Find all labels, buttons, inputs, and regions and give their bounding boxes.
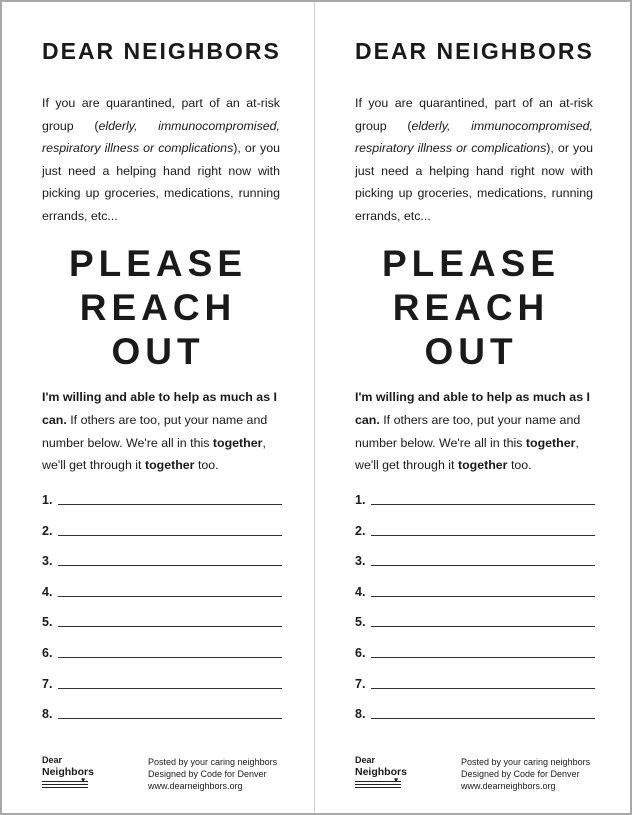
signup-entry — [355, 612, 595, 643]
signup-entry — [42, 704, 282, 735]
willing-bold-2: together — [457, 458, 508, 473]
entry-line — [58, 704, 282, 719]
intro-text-1: If you are quarantined, part of an at-risk group ( — [42, 96, 280, 133]
headline-line-1: PLEASE — [381, 243, 561, 284]
entry-number: 7. — [42, 676, 53, 691]
signup-entry — [355, 521, 595, 552]
entry-line — [58, 643, 282, 658]
willing-text-1: If others are too, put your name and number below. We're all in this — [42, 412, 268, 450]
willing-paragraph — [355, 386, 605, 477]
entry-number: 4. — [355, 584, 366, 599]
signup-entry — [42, 612, 282, 643]
entry-line — [371, 674, 595, 689]
entry-line — [371, 490, 595, 505]
entry-number: 1. — [42, 493, 53, 507]
credit-designed-by: Designed by Code for Denver — [148, 769, 267, 780]
entry-line — [371, 643, 595, 658]
entry-line — [58, 551, 282, 566]
panel-title: DEAR NEIGHBORS — [355, 38, 594, 64]
entry-number: 2. — [42, 523, 53, 538]
willing-bold-1: together — [525, 435, 576, 450]
intro-text-2: ), or you just need a helping hand right now with picking up groceries, medications, running errands, etc... — [42, 141, 280, 223]
entry-line — [58, 490, 282, 505]
headline-line-1: PLEASE — [68, 243, 248, 284]
entry-number: 2. — [355, 523, 366, 538]
willing-text-3: too. — [194, 458, 219, 473]
dear-neighbors-logo — [42, 754, 94, 790]
willing-lead: I'm willing and able to help as much as I can. — [355, 390, 590, 427]
signup-entry — [42, 521, 282, 552]
intro-paragraph — [42, 92, 280, 227]
intro-paragraph — [355, 92, 593, 227]
entry-line — [58, 674, 282, 689]
signup-entry — [355, 643, 595, 674]
signup-entry — [355, 704, 595, 735]
entry-line — [371, 582, 595, 597]
logo-word-dear: Dear — [42, 755, 63, 765]
headline-line-3: OUT — [111, 331, 205, 372]
intro-text-2: ), or you just need a helping hand right now with picking up groceries, medications, running errands, etc... — [355, 141, 593, 223]
entry-number: 8. — [42, 707, 53, 722]
credit-website: www.dearneighbors.org — [461, 781, 556, 792]
headline-line-3: OUT — [424, 331, 518, 372]
flyer-panel-right — [314, 2, 626, 813]
willing-paragraph — [42, 386, 292, 477]
entry-line — [58, 582, 282, 597]
headline — [2, 242, 314, 374]
dear-neighbors-logo — [355, 754, 407, 790]
entry-number: 6. — [355, 645, 366, 660]
entry-number: 5. — [42, 615, 53, 630]
willing-lead: I'm willing and able to help as much as I can. — [42, 390, 277, 427]
willing-bold-1: together — [212, 435, 263, 450]
headline-line-2: REACH — [392, 287, 550, 328]
footer-credits — [148, 756, 277, 793]
entry-line — [371, 521, 595, 536]
entry-number: 8. — [355, 707, 366, 722]
entry-number: 3. — [355, 554, 366, 569]
signup-entry — [42, 490, 282, 521]
logo-word-dear: Dear — [355, 755, 376, 765]
logo-word-neighbors: Neighbors — [42, 766, 94, 778]
credit-posted-by: Posted by your caring neighbors — [148, 757, 278, 767]
signup-entry — [355, 551, 595, 582]
entry-line — [58, 521, 282, 536]
signup-list — [42, 490, 282, 735]
entry-number: 6. — [42, 645, 53, 660]
willing-text-1: If others are too, put your name and number below. We're all in this — [355, 412, 581, 450]
signup-list — [355, 490, 595, 735]
intro-italic: elderly, immunocompromised, respiratory illness or complications — [355, 118, 593, 155]
footer-credits — [461, 756, 590, 793]
entry-line — [371, 704, 595, 719]
entry-line — [371, 551, 595, 566]
entry-line — [371, 612, 595, 627]
signup-entry — [355, 490, 595, 521]
entry-line — [58, 612, 282, 627]
entry-number: 5. — [355, 615, 366, 630]
credit-posted-by: Posted by your caring neighbors — [461, 757, 591, 767]
signup-entry — [42, 674, 282, 705]
heart-icon: ♥ — [81, 777, 86, 784]
signup-entry — [42, 643, 282, 674]
entry-number: 7. — [355, 676, 366, 691]
signup-entry — [355, 674, 595, 705]
signup-entry — [42, 582, 282, 613]
panel-title: DEAR NEIGHBORS — [42, 38, 281, 64]
intro-text-1: If you are quarantined, part of an at-risk group ( — [355, 96, 593, 133]
willing-text-2: , we'll get through it — [42, 435, 266, 473]
intro-italic: elderly, immunocompromised, respiratory illness or complications — [42, 118, 280, 155]
credit-website: www.dearneighbors.org — [148, 781, 243, 792]
heart-icon: ♥ — [394, 777, 399, 784]
willing-text-3: too. — [507, 458, 532, 473]
entry-number: 1. — [355, 493, 366, 507]
willing-bold-2: together — [144, 458, 195, 473]
headline-line-2: REACH — [79, 287, 237, 328]
signup-entry — [355, 582, 595, 613]
flyer-panel-left — [2, 2, 314, 813]
headline — [315, 242, 627, 374]
entry-number: 3. — [42, 554, 53, 569]
credit-designed-by: Designed by Code for Denver — [461, 769, 580, 780]
entry-number: 4. — [42, 584, 53, 599]
willing-text-2: , we'll get through it — [355, 435, 579, 473]
logo-word-neighbors: Neighbors — [355, 766, 407, 778]
signup-entry — [42, 551, 282, 582]
